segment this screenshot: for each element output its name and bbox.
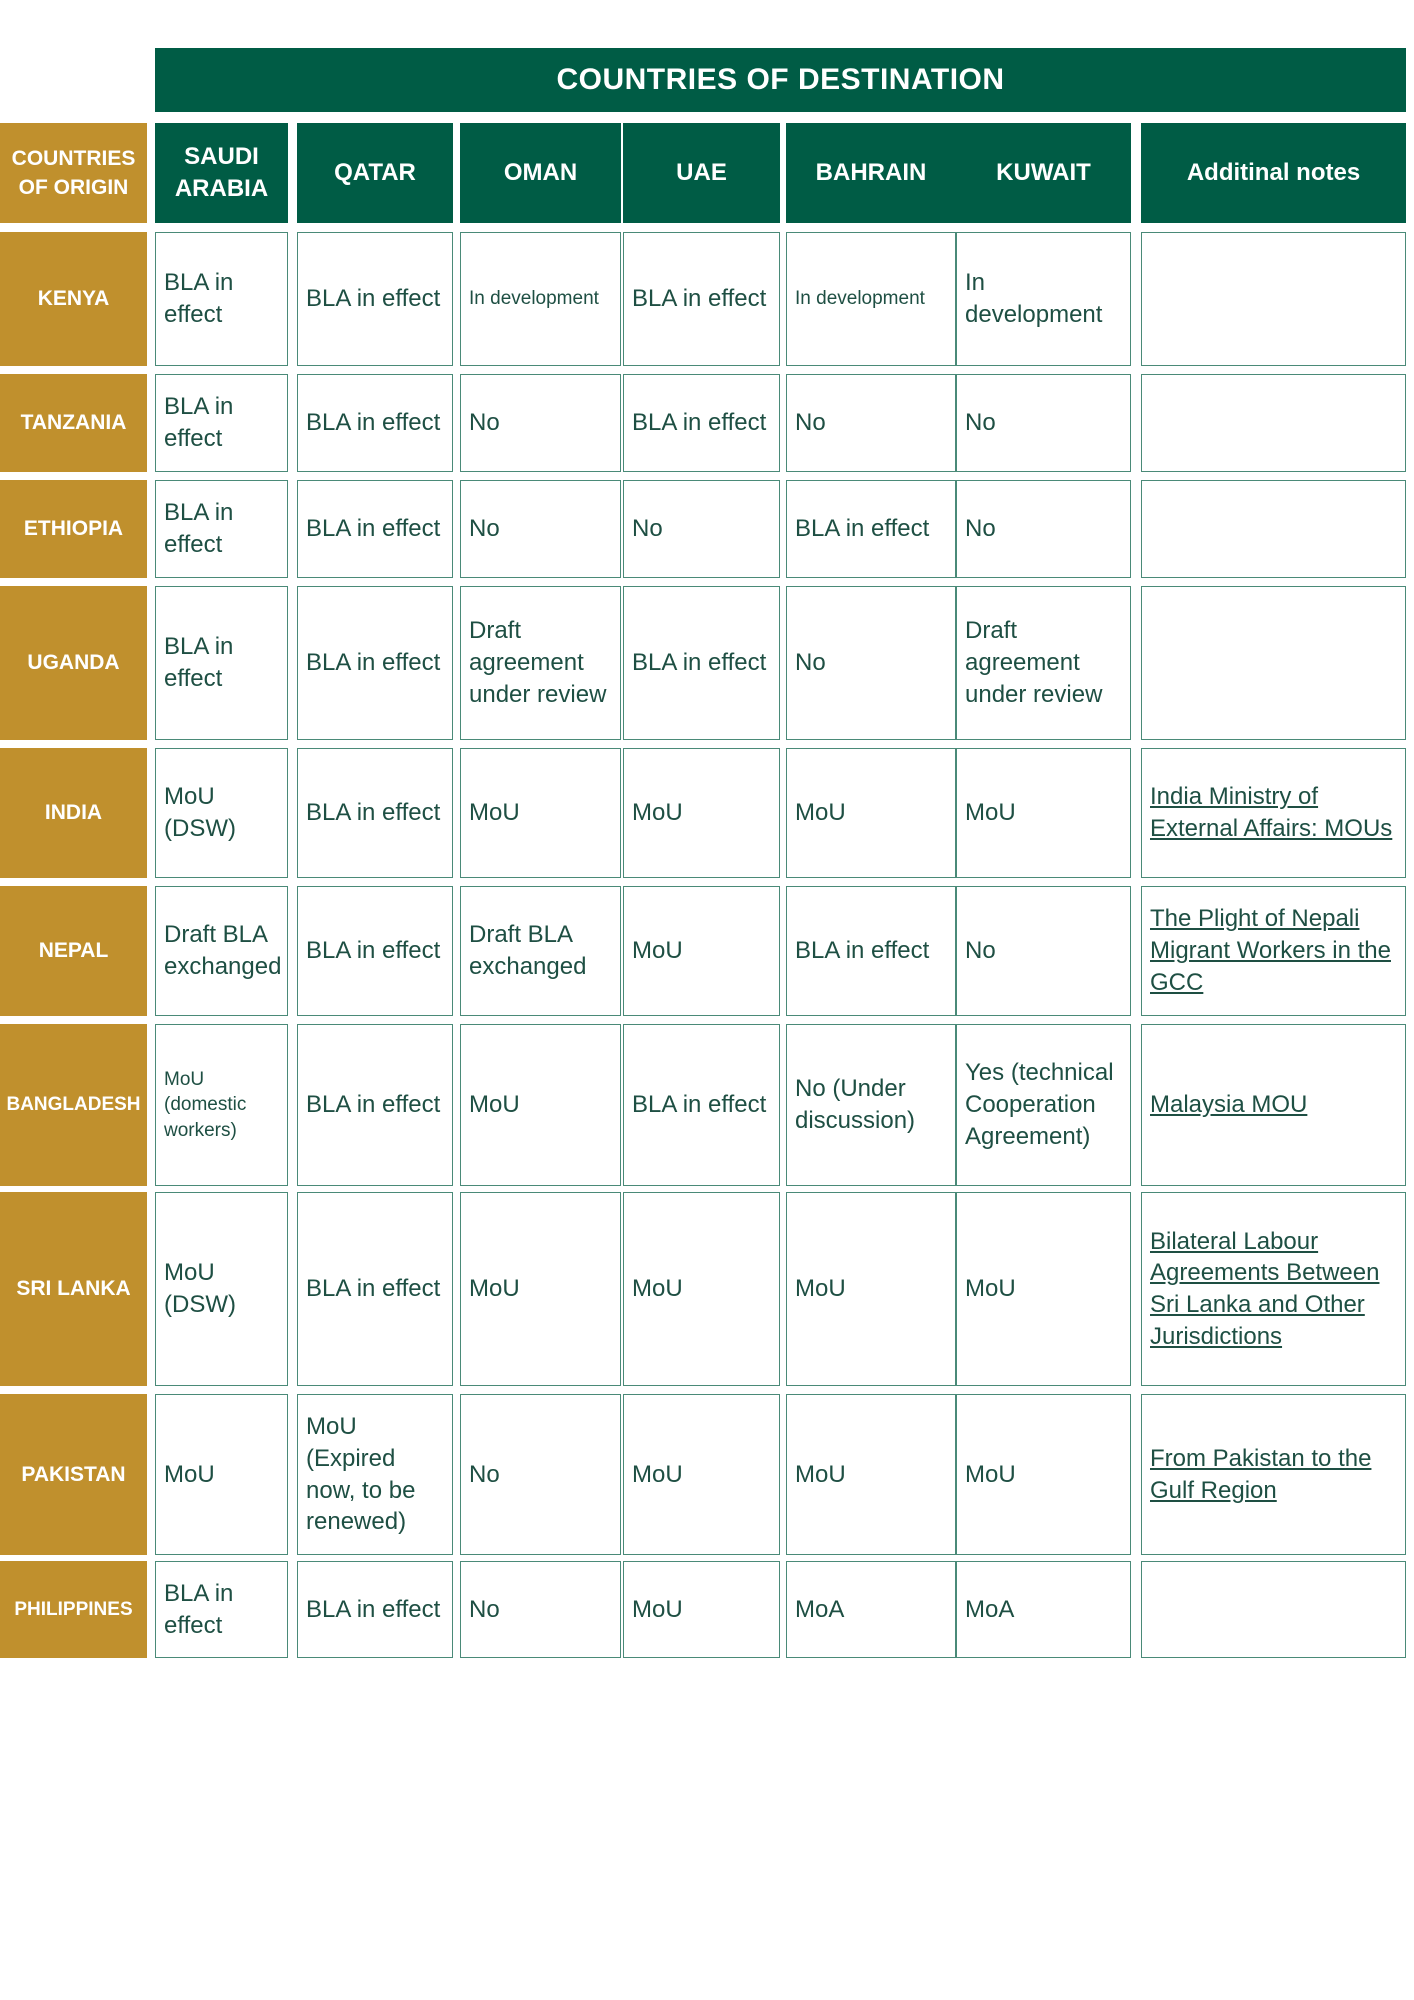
notes-link[interactable]: Malaysia MOU — [1150, 1091, 1308, 1119]
table-cell — [155, 1561, 288, 1658]
cell-text: MoU — [632, 799, 683, 827]
table-cell — [956, 232, 1131, 366]
cell-text: MoU (domestic workers) — [164, 1069, 247, 1141]
table-cell — [956, 1394, 1131, 1555]
table-cell — [786, 1394, 956, 1555]
table-cell — [956, 586, 1131, 740]
cell-text: BLA in effect — [632, 649, 767, 677]
table-cell — [623, 586, 780, 740]
cell-text: No — [469, 515, 500, 543]
table-cell — [460, 586, 621, 740]
cell-text: BLA in effect — [306, 1091, 441, 1119]
cell-text: BLA in effect — [306, 937, 441, 965]
cell-text: MoU — [795, 1275, 846, 1303]
cell-text: Yes (technical Cooperation Agreement) — [965, 1059, 1114, 1150]
column-header-kuwait: KUWAIT — [956, 123, 1131, 223]
table-cell — [956, 886, 1131, 1016]
cell-text: BLA in effect — [306, 409, 441, 437]
table-cell — [297, 586, 453, 740]
table-cell — [297, 748, 453, 878]
cell-text: BLA in effect — [306, 649, 441, 677]
notes-cell[interactable] — [1141, 1024, 1406, 1186]
cell-text: MoU — [469, 799, 520, 827]
row-header-country: PHILIPPINES — [0, 1561, 147, 1658]
table-cell — [786, 586, 956, 740]
column-header-bahrain: BAHRAIN — [786, 123, 956, 223]
table-cell — [297, 1024, 453, 1186]
cell-text: In development — [965, 269, 1103, 328]
notes-link[interactable]: From Pakistan to the Gulf Region — [1150, 1444, 1372, 1504]
table-cell — [155, 886, 288, 1016]
row-header-country: UGANDA — [0, 586, 147, 740]
table-cell — [297, 886, 453, 1016]
table-cell — [460, 1024, 621, 1186]
table-cell — [956, 1561, 1131, 1658]
cell-text: No (Under discussion) — [795, 1075, 916, 1134]
table-cell — [460, 1561, 621, 1658]
table-cell — [956, 748, 1131, 878]
cell-text: BLA in effect — [306, 799, 441, 827]
table-cell — [460, 886, 621, 1016]
destination-banner: COUNTRIES OF DESTINATION — [155, 48, 1406, 112]
notes-link[interactable]: Bilateral Labour Agreements Between Sri Lanka and Other Jurisdictions — [1150, 1227, 1380, 1350]
table-cell — [155, 1394, 288, 1555]
column-header-qatar: QATAR — [297, 123, 453, 223]
cell-text: MoU — [164, 1460, 215, 1488]
table-cell — [297, 374, 453, 472]
cell-text: BLA in effect — [306, 1595, 441, 1623]
table-cell — [623, 374, 780, 472]
table-cell — [297, 1192, 453, 1386]
table-cell — [623, 1192, 780, 1386]
cell-text: BLA in effect — [164, 633, 234, 692]
table-cell — [460, 1394, 621, 1555]
table-cell — [786, 748, 956, 878]
row-header-country: SRI LANKA — [0, 1192, 147, 1386]
table-cell — [623, 232, 780, 366]
table-cell — [460, 232, 621, 366]
table-cell — [786, 374, 956, 472]
cell-text: BLA in effect — [632, 285, 767, 313]
cell-text: MoU — [632, 1460, 683, 1488]
table-cell — [786, 480, 956, 578]
table-cell — [155, 480, 288, 578]
cell-text: BLA in effect — [795, 515, 930, 543]
table-cell — [155, 1192, 288, 1386]
cell-text: No — [795, 649, 826, 677]
row-header-country: PAKISTAN — [0, 1394, 147, 1555]
cell-text: MoU (DSW) — [164, 783, 236, 842]
origin-header: COUNTRIES OF ORIGIN — [0, 123, 147, 223]
cell-text: MoU — [795, 799, 846, 827]
cell-text: MoU — [632, 1275, 683, 1303]
column-header-saudi-arabia: SAUDI ARABIA — [155, 123, 288, 223]
table-cell — [956, 374, 1131, 472]
table-cell — [297, 232, 453, 366]
cell-text: MoU — [469, 1275, 520, 1303]
cell-text: No — [965, 937, 996, 965]
cell-text: No — [965, 409, 996, 437]
table-cell — [460, 480, 621, 578]
notes-cell — [1141, 374, 1406, 472]
cell-text: BLA in effect — [795, 937, 930, 965]
cell-text: MoU — [965, 1275, 1016, 1303]
row-header-country: INDIA — [0, 748, 147, 878]
row-header-country: TANZANIA — [0, 374, 147, 472]
cell-text: Draft BLA exchanged — [469, 921, 587, 980]
cell-text: MoU (Expired now, to be renewed) — [306, 1413, 416, 1536]
cell-text: Draft BLA exchanged — [164, 921, 282, 980]
row-header-country: KENYA — [0, 232, 147, 366]
column-header-uae: UAE — [623, 123, 780, 223]
table-cell — [786, 1192, 956, 1386]
notes-cell[interactable] — [1141, 886, 1406, 1016]
table-cell — [155, 232, 288, 366]
table-cell — [460, 1192, 621, 1386]
cell-text: No — [469, 409, 500, 437]
cell-text: MoA — [795, 1595, 845, 1623]
cell-text: No — [965, 515, 996, 543]
table-cell — [623, 886, 780, 1016]
cell-text: BLA in effect — [164, 1579, 234, 1639]
table-cell — [460, 748, 621, 878]
cell-text: BLA in effect — [632, 409, 767, 437]
cell-text: MoU — [965, 1460, 1016, 1488]
table-cell — [155, 748, 288, 878]
notes-cell[interactable] — [1141, 1192, 1406, 1386]
column-header-oman: OMAN — [460, 123, 621, 223]
cell-text: BLA in effect — [164, 499, 234, 558]
cell-text: BLA in effect — [306, 285, 441, 313]
cell-text: MoA — [965, 1595, 1015, 1623]
cell-text: BLA in effect — [164, 393, 234, 452]
cell-text: Draft agreement under review — [965, 617, 1103, 708]
table-cell — [956, 1024, 1131, 1186]
cell-text: No — [795, 409, 826, 437]
cell-text: BLA in effect — [306, 1275, 441, 1303]
table-cell — [623, 1561, 780, 1658]
cell-text: No — [469, 1460, 500, 1488]
row-header-country: ETHIOPIA — [0, 480, 147, 578]
notes-cell — [1141, 480, 1406, 578]
cell-text: In development — [469, 288, 599, 310]
cell-text: MoU (DSW) — [164, 1259, 236, 1318]
table-cell — [786, 1024, 956, 1186]
table-cell — [155, 586, 288, 740]
notes-link[interactable]: India Ministry of External Affairs: MOUs — [1150, 783, 1393, 842]
table-cell — [297, 1394, 453, 1555]
row-header-country: BANGLADESH — [0, 1024, 147, 1186]
table-cell — [623, 1024, 780, 1186]
table-cell — [155, 1024, 288, 1186]
column-header-notes: Additinal notes — [1141, 123, 1406, 223]
cell-text: MoU — [795, 1460, 846, 1488]
cell-text: No — [469, 1595, 500, 1623]
table-cell — [460, 374, 621, 472]
cell-text: Draft agreement under review — [469, 617, 607, 708]
notes-cell — [1141, 232, 1406, 366]
table-cell — [956, 480, 1131, 578]
notes-cell — [1141, 586, 1406, 740]
cell-text: BLA in effect — [164, 269, 234, 328]
table-cell — [956, 1192, 1131, 1386]
cell-text: BLA in effect — [632, 1091, 767, 1119]
table-cell — [297, 1561, 453, 1658]
cell-text: MoU — [632, 1595, 683, 1623]
table-cell — [623, 1394, 780, 1555]
table-cell — [786, 1561, 956, 1658]
table-cell — [623, 748, 780, 878]
table-cell — [155, 374, 288, 472]
notes-cell[interactable] — [1141, 1394, 1406, 1555]
notes-cell — [1141, 1561, 1406, 1658]
cell-text: In development — [795, 288, 925, 310]
cell-text: MoU — [965, 799, 1016, 827]
table-cell — [786, 886, 956, 1016]
row-header-country: NEPAL — [0, 886, 147, 1016]
notes-link[interactable]: The Plight of Nepali Migrant Workers in the GCC — [1150, 905, 1391, 996]
table-cell — [786, 232, 956, 366]
cell-text: MoU — [469, 1091, 520, 1119]
cell-text: BLA in effect — [306, 515, 441, 543]
notes-cell[interactable] — [1141, 748, 1406, 878]
cell-text: MoU — [632, 937, 683, 965]
table-cell — [623, 480, 780, 578]
cell-text: No — [632, 515, 663, 543]
table-cell — [297, 480, 453, 578]
